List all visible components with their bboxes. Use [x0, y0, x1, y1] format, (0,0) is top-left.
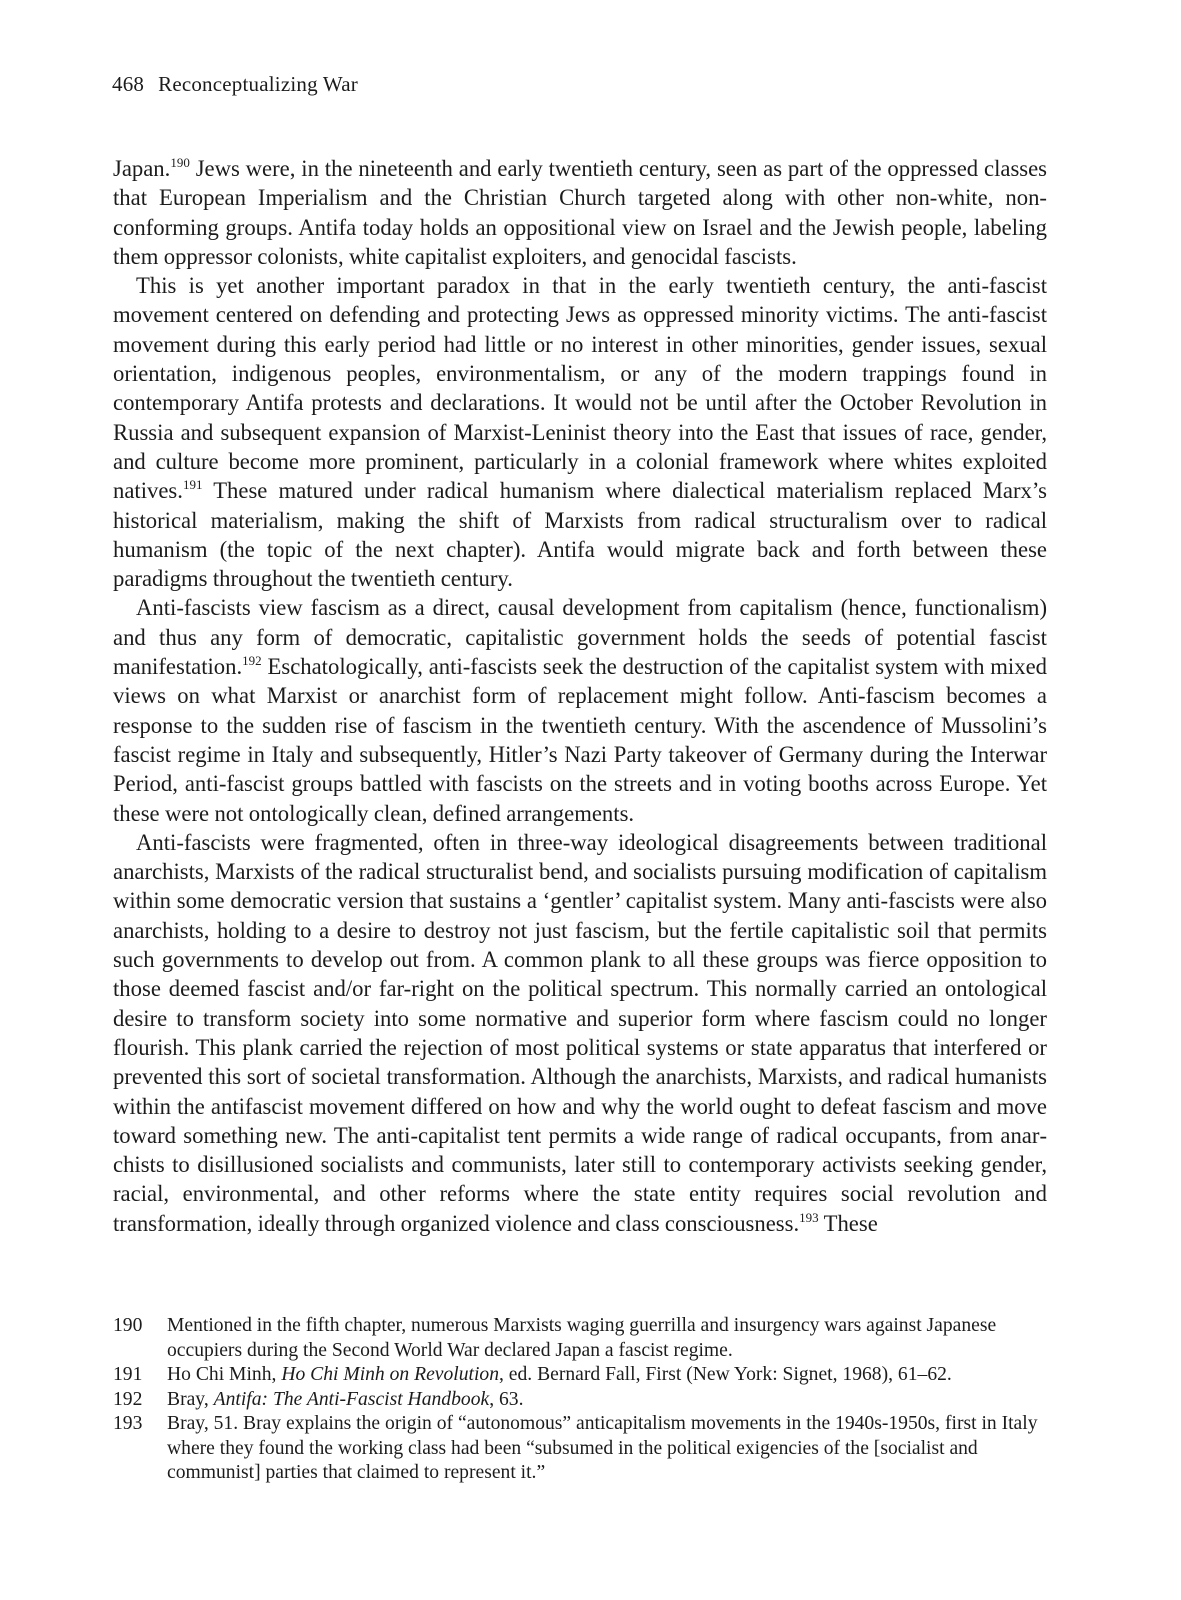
footnote-text — [167, 1363, 1047, 1388]
footnote-text-after: , ed. Bernard Fall, First (New York: Signet, 1968), 61–62. — [499, 1364, 952, 1385]
footnote-text — [167, 1388, 1047, 1413]
footnote-text: Mentioned in the fifth chapter, numerous Marxists waging guerrilla and insurgency wars against Japanese occupiers during the Second World War declared Japan a fascist regime. — [167, 1315, 997, 1361]
footnote-ref-191[interactable]: 191 — [182, 477, 203, 493]
footnote-193 — [113, 1412, 1047, 1486]
footnote-number: 191 — [113, 1364, 143, 1385]
paragraph-2-text-a: This is yet another important paradox in that in the early twentieth century, the anti-fascist movement centered on defending and protecting Jews as oppressed minority victims. The anti-fascist movement during this early period had little or no interest in other minorities, gender issues, sexual orientation, indigenous peoples, environmentalism, or any of the modern trappings found in contemporary Antifa protests and declarations. It would not be until after the October Revolution in Russia and subsequent expansion of Marxist-Leninist theory into the East that issues of race, gender, and culture become more prominent, particularly in a colonial framework where whites exploited natives. — [113, 273, 1047, 504]
footnote-text-before: Ho Chi Minh, — [167, 1364, 282, 1385]
footnote-ref-192[interactable]: 192 — [242, 653, 262, 669]
footnote-190 — [113, 1314, 1047, 1363]
paragraph-3-text-b: Eschatologically, anti-fascists seek the destruction of the capitalist system with mixed views on what Marxist or anarchist form of replacement might follow. Anti-fascism becomes a response to the sudden rise of fascism in the twentieth century. With the ascendence of Mussolini’s fascist regime in Italy and subsequently, Hitler’s Nazi Party takeover of Germany during the Interwar Period, anti-fascist groups battled with fascists on the streets and in voting booths across Europe. Yet these were not ontologically clean, defined arrangements. — [113, 654, 1047, 826]
footnote-number: 193 — [113, 1413, 143, 1434]
footnotes — [113, 1314, 1047, 1486]
paragraph-2 — [113, 271, 1047, 593]
paragraph-4-text-a: Anti-fascists were fragmented, often in three-way ideological disagreements between traditional anarchists, Marxists of the radical structuralist bend, and socialists pursuing modification of capitalism within some democratic version that sustains a ‘gentler’ capitalist system. Many anti-fascists were also anarchists, holding to a desire to destroy not just fascism, but the fertile capitalistic soil that permits such governments to develop out from. A common plank to all these groups was fierce opposition to those deemed fascist and/or far-right on the political spectrum. This normally carried an ontological desire to transform society into some normative and superior form where fascism could no longer flourish. This plank carried the rejection of most political systems or state apparatus that interfered or prevented this sort of societal transformation. Although the anarchists, Marxists, and radical humanists within the antifascist movement differed on how and why the world ought to defeat fascism and move toward something new. The anti-capitalist tent permits a wide range of radical occupants, from anarchists to disillusioned socialists and communists, later still to contemporary activists seeking gender, racial, environmental, and other reforms where the state entity requires social revolution and transformation, ideally through organized violence and class consciousness. — [113, 829, 1047, 1236]
paragraph-2-text-b: These matured under radical humanism where dialectical materialism replaced Marx’s historical materialism, making the shift of Marxists from radical structuralism over to radical humanism (the topic of the next chapter). Antifa would migrate back and forth between these paradigms throughout the twentieth century. — [113, 478, 1047, 592]
footnote-191 — [113, 1363, 1047, 1388]
footnote-text: Bray, 51. Bray explains the origin of “autonomous” anticapitalism movements in the 1940s-1950s, first in Italy where they found the working class had been “subsumed in the political exigencies of the [socialist and communist] parties that claimed to represent it.” — [167, 1413, 1038, 1483]
footnote-ref-190[interactable]: 190 — [170, 155, 190, 170]
body-text — [113, 154, 1047, 1238]
paragraph-1 — [113, 154, 1047, 271]
footnote-book-title: Ho Chi Minh on Revolution — [281, 1364, 499, 1385]
footnote-ref-193[interactable]: 193 — [799, 1209, 819, 1225]
paragraph-3 — [113, 593, 1047, 827]
footnote-text-after: , 63. — [489, 1388, 524, 1410]
paragraph-1-text-b: Jews were, in the nineteenth and early twentieth century, seen as part of the oppressed classes that European Imperialism and the Christian Church targeted along with other non-white, non-conforming groups. Antifa today holds an oppositional view on Israel and the Jewish people, labeling them oppressor colonists, white capitalist exploiters, and genocidal fascists. — [113, 156, 1047, 269]
running-head — [112, 72, 358, 97]
page-number: 468 — [112, 72, 145, 96]
footnote-number: 190 — [113, 1315, 143, 1336]
footnote-book-title: Antifa: The Anti-Fascist Handbook — [213, 1388, 490, 1410]
footnote-number: 192 — [113, 1388, 143, 1410]
footnote-text-before: Bray, — [167, 1388, 214, 1410]
footnote-192 — [113, 1388, 1047, 1413]
paragraph-3-text-a: Anti-fascists view fascism as a direct, causal development from capitalism (hence, functionalism) and thus any form of democratic, capitalistic government holds the seeds of potential fascist manifestation. — [113, 595, 1047, 680]
running-title: Reconceptualizing War — [158, 72, 358, 96]
paragraph-4-text-b: These — [818, 1210, 878, 1236]
paragraph-4 — [113, 828, 1047, 1238]
paragraph-1-text-a: Japan. — [113, 156, 171, 181]
